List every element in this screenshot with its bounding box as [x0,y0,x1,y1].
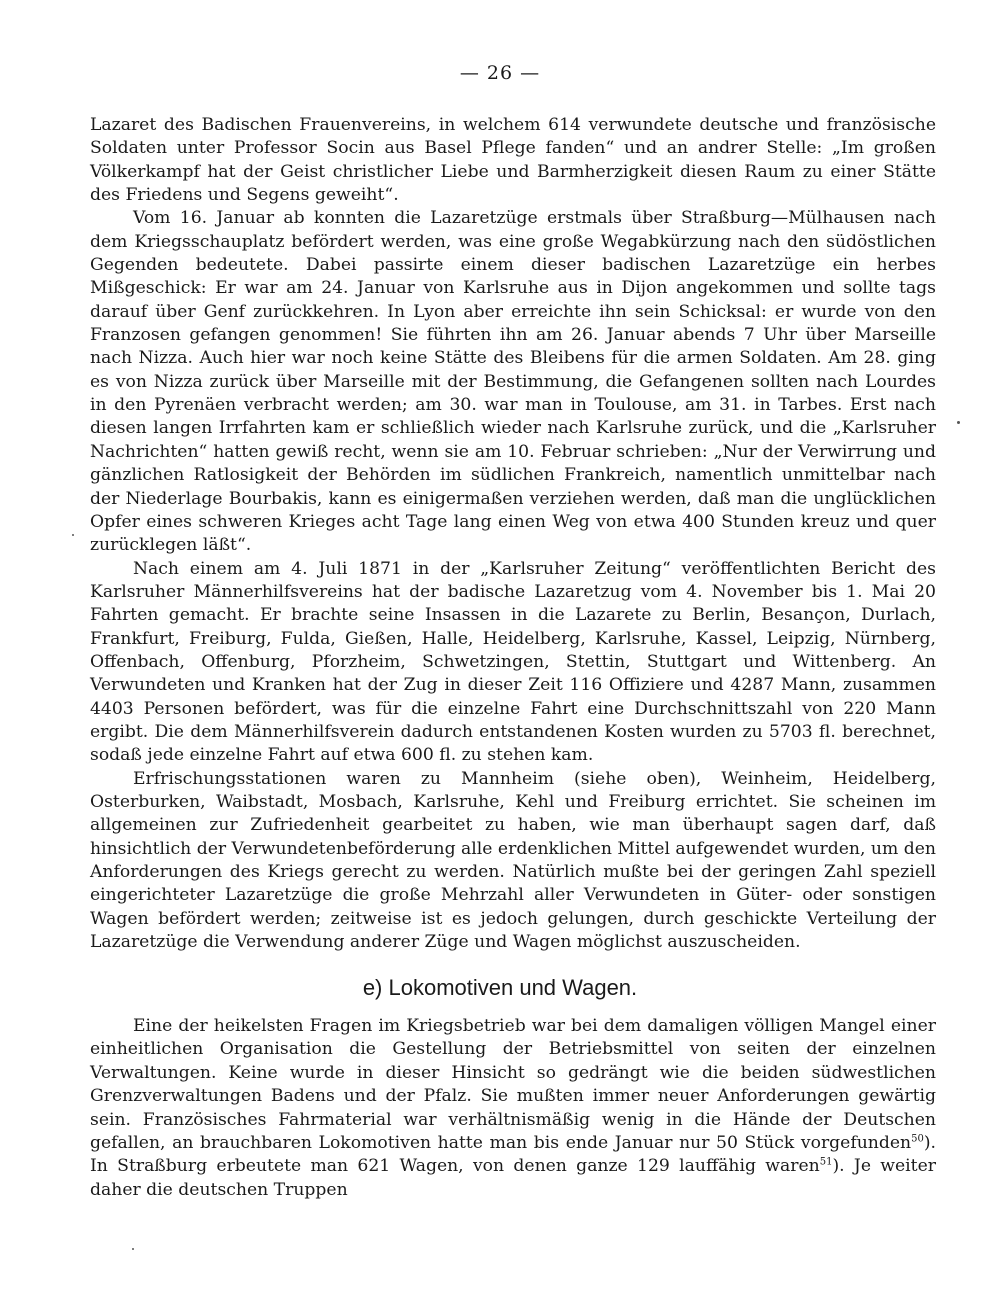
footnote-ref-51: 51 [819,1156,833,1168]
section-text [90,1015,936,1202]
scan-speck-1 [957,421,960,424]
section-text-part-2: ). In Straßburg erbeutete man 621 Wagen, von denen ganze 129 lauffähig waren [90,1133,936,1177]
footnote-ref-50: 50 [911,1133,924,1145]
page-number: — 26 — [459,62,541,84]
paragraph-bericht: Nach einem am 4. Juli 1871 in der „Karlsruher Zeitung“ veröffentlichten Bericht des Karlsruher Männerhilfsvereins hat der badische Lazaretzug vom 4. November bis 1. Mai 20 Fahrten gemacht. Er brachte seine Insassen in die Lazarete zu Berlin, Besançon, Durlach, Frankfurt, Freiburg, Fulda, Gießen, Halle, Heidelberg, Karlsruhe, Kassel, Leipzig, Nürnberg, Offenbach, Offenburg, Pforzheim, Schwetzingen, Stettin, Stuttgart und Wittenberg. An Verwundeten und Kranken hat der Zug in dieser Zeit 116 Offiziere und 4287 Mann, zusammen 4403 Personen befördert, was für die einzelne Fahrt eine Durchschnittszahl von 220 Mann ergibt. Die dem Männerhilfsverein dadurch entstandenen Kosten wurden zu 5703 fl. berechnet, sodaß jede einzelne Fahrt auf etwa 600 fl. zu stehen kam. [90,558,936,766]
section-text-part-1: Eine der heikelsten Fragen im Kriegsbetrieb war bei dem damaligen völligen Mangel einer einheitlichen Organisation die Gestellung der Betriebsmittel von seiten der einzelnen Verwaltungen. Keine wurde in dieser Hinsicht so gedrängt wie die beiden südwestlichen Grenzverwaltungen Badens und der Pfalz. Sie mußten immer neuer Anforderungen gewärtig sein. Französisches Fahrmaterial war verhältnismäßig wenig in die Hände der Deutschen gefallen, an brauchbaren Lokomotiven hatte man bis ende Januar nur 50 Stück vorgefunden [90,1016,936,1154]
paragraph-continuation: Lazaret des Badischen Frauenvereins, in welchem 614 verwundete deutsche und französische Soldaten unter Professor Socin aus Basel Pflege fanden“ und an andrer Stelle: „Im großen Völkerkampf hat der Geist christlicher Liebe und Barmherzigkeit diesen Raum zu einer Stätte des Friedens und Segens geweiht“. [90,115,936,206]
paragraph-erfrischungsstationen: Erfrischungsstationen waren zu Mannheim (siehe oben), Weinheim, Heidelberg, Osterburken, Waibstadt, Mosbach, Karlsruhe, Kehl und Freiburg errichtet. Sie scheinen im allgemeinen zur Zufriedenheit gearbeitet zu haben, wie man überhaupt sagen darf, daß hinsichtlich der Verwundetenbeförderung alle erdenklichen Mittel aufgewendet wurden, um den Anforderungen des Kriegs gerecht zu werden. Natürlich mußte bei der geringen Zahl speziell eingerichteter Lazaretzüge die große Mehrzahl aller Verwundeten in Güter- oder sonstigen Wagen befördert werden; zeitweise ist es jedoch gelungen, durch geschickte Verteilung der Lazaretzüge die Verwendung anderer Züge und Wagen möglichst auszuscheiden. [90,768,936,953]
scan-speck-2 [72,534,74,536]
section-paragraph [90,1015,936,1202]
body-text [90,114,936,954]
scan-speck-3 [132,1248,134,1250]
section-text-part-3: ). Je weiter daher die deutschen Truppen [90,1156,936,1200]
section-heading: e) Lokomotiven und Wagen. [362,975,638,1000]
paragraph-lazaretzuege: Vom 16. Januar ab konnten die Lazaretzüge erstmals über Straßburg—Mülhausen nach dem Kriegsschauplatz befördert werden, was eine große Wegabkürzung nach den südöstlichen Gegenden bedeutete. Dabei passirte einem dieser badischen Lazaretzüge ein herbes Mißgeschick: Er war am 24. Januar von Karlsruhe aus in Dijon angekommen und sollte tags darauf über Genf zurückkehren. In Lyon aber erreichte ihn sein Schicksal: er wurde von den Franzosen gefangen genommen! Sie führten ihn am 26. Januar abends 7 Uhr über Marseille nach Nizza. Auch hier war noch keine Stätte des Bleibens für die armen Soldaten. Am 28. ging es von Nizza zurück über Marseille mit der Bestimmung, die Gefangenen sollten nach Lourdes in den Pyrenäen verbracht werden; am 30. war man in Toulouse, am 31. in Tarbes. Erst nach diesen langen Irrfahrten kam er schließlich wieder nach Karlsruhe zurück, und die „Karlsruher Nachrichten“ hatten gewiß recht, wenn sie am 10. Februar schrieben: „Nur der Verwirrung und gänzlichen Ratlosigkeit der Behörden im südlichen Frankreich, namentlich unmittelbar nach der Niederlage Bourbakis, kann es einigermaßen verziehen werden, daß man die unglücklichen Opfer eines schweren Krieges acht Tage lang einen Weg von etwa 400 Stunden kreuz und quer zurücklegen läßt“. [90,208,936,556]
